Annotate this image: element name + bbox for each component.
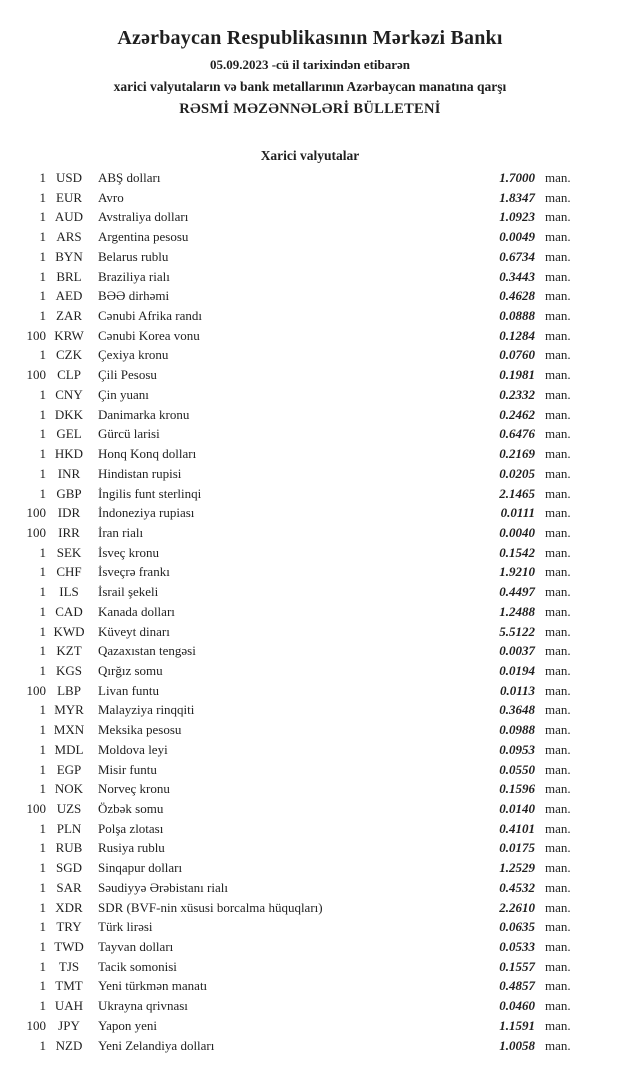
currency-name: Danimarka kronu (98, 406, 190, 422)
currency-rate: 2.1465 (499, 485, 535, 501)
currency-code: RUB (55, 840, 83, 856)
currency-code: CLP (57, 367, 81, 383)
currency-rate: 0.0205 (499, 465, 535, 481)
currency-unit: man. (545, 820, 571, 836)
currency-code: UZS (56, 801, 82, 816)
currency-unit: man. (545, 939, 571, 955)
rate-row (0, 543, 620, 563)
currency-unit: man. (545, 446, 571, 462)
currency-quantity: 1 (39, 998, 46, 1014)
currency-code: JPY (58, 1017, 80, 1033)
currency-quantity: 100 (26, 524, 46, 540)
currency-unit: man. (545, 761, 571, 777)
rate-row (0, 345, 620, 365)
currency-code: TRY (56, 919, 82, 935)
rate-row (0, 937, 620, 957)
currency-code: NOK (54, 781, 84, 797)
currency-rate: 1.2488 (499, 603, 535, 619)
currency-rate: 1.7000 (499, 170, 535, 185)
currency-quantity: 100 (26, 682, 46, 698)
currency-code: GBP (56, 485, 82, 501)
currency-rate: 1.0923 (499, 209, 535, 225)
currency-unit: man. (545, 958, 571, 974)
currency-rate: 0.6476 (499, 426, 535, 442)
rate-row (0, 602, 620, 622)
currency-quantity: 100 (26, 505, 46, 521)
currency-name: Tacik somonisi (98, 958, 177, 974)
currency-name: Yeni Zelandiya dolları (98, 1037, 215, 1053)
currency-rate: 0.3648 (499, 702, 535, 718)
currency-rate: 0.0113 (499, 682, 535, 698)
currency-code: KZT (56, 643, 82, 659)
currency-quantity: 1 (39, 465, 46, 481)
currency-name: Argentina pesosu (98, 229, 189, 245)
currency-unit: man. (545, 268, 571, 284)
currency-quantity: 1 (39, 229, 46, 245)
rate-row (0, 799, 620, 819)
currency-name: İndoneziya rupiası (98, 505, 195, 521)
rate-row (0, 858, 620, 878)
currency-code: KRW (54, 327, 84, 343)
currency-rate: 0.1596 (499, 781, 535, 797)
currency-unit: man. (545, 643, 571, 659)
currency-code: BRL (56, 268, 82, 284)
currency-rate: 0.1542 (499, 544, 535, 560)
currency-name: İngilis funt sterlinqi (98, 485, 202, 501)
currency-quantity: 1 (39, 820, 46, 836)
currency-name: İsveçrə frankı (98, 564, 170, 580)
currency-unit: man. (545, 623, 571, 639)
currency-quantity: 1 (39, 209, 46, 225)
currency-rate: 0.4101 (499, 820, 535, 836)
rate-row (0, 523, 620, 543)
currency-code: UAH (54, 998, 84, 1014)
currency-unit: man. (545, 919, 571, 935)
currency-code: CAD (55, 603, 83, 619)
currency-quantity: 1 (39, 426, 46, 442)
currency-name: Moldova leyi (98, 741, 168, 757)
rate-row (0, 1036, 620, 1056)
currency-rate: 0.0194 (499, 662, 535, 678)
currency-quantity: 1 (39, 603, 46, 619)
rate-row (0, 405, 620, 425)
currency-rate: 0.3443 (499, 268, 535, 284)
currency-rate: 0.0953 (499, 741, 535, 757)
currency-unit: man. (545, 603, 571, 619)
currency-quantity: 1 (39, 386, 46, 402)
currency-code: AED (55, 288, 83, 304)
currency-unit: man. (545, 544, 571, 560)
rate-row (0, 484, 620, 504)
bulletin-subtitle: xarici valyutaların və bank metallarının Azərbaycan manatına qarşı (113, 79, 507, 94)
currency-quantity: 1 (39, 662, 46, 678)
currency-quantity: 1 (39, 879, 46, 895)
currency-name: İsrail şekeli (98, 584, 159, 600)
currency-name: Çin yuanı (98, 386, 149, 402)
currency-unit: man. (545, 229, 571, 245)
currency-name: Avstraliya dolları (98, 209, 189, 225)
currency-quantity: 100 (26, 1017, 46, 1033)
currency-code: CHF (56, 564, 82, 580)
currency-unit: man. (545, 840, 571, 856)
currency-unit: man. (545, 426, 571, 442)
bank-name-title: Azərbaycan Respublikasının Mərkəzi Bankı (117, 27, 503, 49)
rate-row (0, 267, 620, 287)
currency-code: TJS (58, 958, 80, 974)
rate-row (0, 700, 620, 720)
currency-code: SEK (56, 544, 82, 560)
currency-unit: man. (545, 347, 571, 363)
currency-quantity: 1 (39, 544, 46, 560)
rate-row (0, 227, 620, 247)
rate-row (0, 917, 620, 937)
currency-rate: 0.0888 (499, 308, 535, 324)
currency-rate: 5.5122 (499, 623, 535, 639)
currency-rate: 0.2169 (499, 446, 535, 462)
currency-name: Honq Konq dolları (98, 446, 197, 462)
currency-rate: 1.9210 (499, 564, 535, 580)
currency-rate: 1.2529 (499, 860, 535, 876)
currency-quantity: 1 (39, 170, 46, 185)
currency-unit: man. (545, 505, 571, 521)
currency-quantity: 1 (39, 189, 46, 205)
currency-code: EGP (56, 761, 82, 777)
currency-quantity: 1 (39, 1037, 46, 1053)
currency-rate: 0.0040 (499, 524, 535, 540)
currency-quantity: 1 (39, 781, 46, 797)
rate-row (0, 503, 620, 523)
rate-row (0, 168, 620, 188)
currency-name: Qırğız somu (98, 662, 163, 678)
currency-code: NZD (55, 1037, 83, 1053)
currency-unit: man. (545, 327, 571, 343)
currency-unit: man. (545, 998, 571, 1014)
currency-code: MXN (53, 722, 85, 738)
currency-unit: man. (545, 209, 571, 225)
currency-rate: 0.0460 (499, 998, 535, 1014)
currency-unit: man. (545, 741, 571, 757)
currency-rates-table (0, 168, 620, 1055)
currency-rate: 0.0550 (499, 761, 535, 777)
currency-quantity: 1 (39, 702, 46, 718)
rate-row (0, 838, 620, 858)
currency-name: Cənubi Afrika randı (98, 308, 202, 324)
rate-row (0, 326, 620, 346)
currency-unit: man. (545, 248, 571, 264)
rate-row (0, 957, 620, 977)
bulletin-title: RƏSMİ MƏZƏNNƏLƏRİ BÜLLETENİ (179, 101, 441, 117)
currency-quantity: 100 (26, 327, 46, 343)
currency-name: Malayziya rinqqiti (98, 702, 195, 718)
currency-code: EUR (56, 189, 82, 205)
currency-name: Yeni türkmən manatı (98, 978, 208, 994)
currency-name: Braziliya rialı (98, 268, 170, 284)
bulletin-header (0, 0, 620, 118)
currency-unit: man. (545, 564, 571, 580)
currency-quantity: 1 (39, 347, 46, 363)
currency-name: Rusiya rublu (98, 840, 165, 856)
currency-name: Özbək somu (98, 801, 164, 816)
currency-name: Kanada dolları (98, 603, 175, 619)
currency-rate: 0.6734 (499, 248, 535, 264)
currency-code: HKD (54, 446, 84, 462)
currency-code: DKK (54, 406, 84, 422)
currency-unit: man. (545, 288, 571, 304)
currency-quantity: 1 (39, 939, 46, 955)
rate-row (0, 641, 620, 661)
currency-quantity: 1 (39, 288, 46, 304)
rate-row (0, 878, 620, 898)
currency-rate: 0.0533 (499, 939, 535, 955)
currency-unit: man. (545, 189, 571, 205)
currency-unit: man. (545, 524, 571, 540)
rate-row (0, 562, 620, 582)
currency-unit: man. (545, 465, 571, 481)
rate-row (0, 424, 620, 444)
currency-quantity: 1 (39, 860, 46, 876)
currency-code: PLN (56, 820, 82, 836)
currency-quantity: 100 (26, 367, 46, 383)
currency-quantity: 1 (39, 584, 46, 600)
currency-code: KWD (53, 623, 85, 639)
currency-unit: man. (545, 722, 571, 738)
currency-code: ILS (59, 584, 79, 600)
currency-code: TWD (54, 939, 84, 955)
currency-quantity: 1 (39, 485, 46, 501)
currency-code: BYN (55, 248, 83, 264)
rate-row (0, 779, 620, 799)
currency-rate: 0.1557 (499, 958, 535, 974)
currency-rate: 0.0037 (499, 643, 535, 659)
rate-row (0, 740, 620, 760)
rate-row (0, 976, 620, 996)
currency-code: INR (57, 465, 81, 481)
currency-rate: 0.4628 (499, 288, 535, 304)
currency-code: ZAR (56, 308, 82, 324)
currency-quantity: 1 (39, 722, 46, 738)
currency-rate: 1.1591 (499, 1017, 535, 1033)
currency-code: SAR (56, 879, 82, 895)
currency-rate: 0.2462 (499, 406, 535, 422)
currency-unit: man. (545, 781, 571, 797)
currency-name: Sinqapur dolları (98, 860, 183, 876)
currency-quantity: 1 (39, 268, 46, 284)
currency-name: Misir funtu (98, 761, 157, 777)
currency-code: SGD (55, 860, 82, 876)
currency-unit: man. (545, 801, 571, 816)
rate-row (0, 188, 620, 208)
rate-row (0, 819, 620, 839)
currency-rate: 0.4497 (499, 584, 535, 600)
currency-name: Cənubi Korea vonu (98, 327, 200, 343)
rate-row (0, 898, 620, 918)
rate-row (0, 464, 620, 484)
currency-unit: man. (545, 485, 571, 501)
currency-name: BƏƏ dirhəmi (98, 288, 170, 304)
effective-date-line: 05.09.2023 -cü il tarixindən etibarən (209, 57, 411, 72)
currency-quantity: 1 (39, 446, 46, 462)
currency-quantity: 1 (39, 308, 46, 324)
currency-name: Avro (98, 189, 124, 205)
currency-unit: man. (545, 682, 571, 698)
rate-row (0, 207, 620, 227)
currency-unit: man. (545, 308, 571, 324)
currency-code: CNY (55, 386, 83, 402)
currency-unit: man. (545, 860, 571, 876)
rate-row (0, 622, 620, 642)
currency-unit: man. (545, 702, 571, 718)
currency-code: LBP (57, 682, 81, 698)
currency-name: SDR (BVF-nin xüsusi borcalma hüquqları) (98, 899, 323, 915)
currency-name: İsveç kronu (98, 544, 160, 560)
currency-unit: man. (545, 1037, 571, 1053)
currency-quantity: 1 (39, 741, 46, 757)
currency-quantity: 1 (39, 978, 46, 994)
currency-unit: man. (545, 662, 571, 678)
rate-row (0, 385, 620, 405)
currency-rate: 0.1284 (499, 327, 535, 343)
currency-quantity: 1 (39, 840, 46, 856)
currency-rate: 0.4857 (499, 978, 535, 994)
currency-name: Küveyt dinarı (98, 623, 170, 639)
currency-name: Çexiya kronu (98, 347, 169, 363)
currency-name: Hindistan rupisi (98, 465, 182, 481)
rate-row (0, 1016, 620, 1036)
currency-rate: 2.2610 (499, 899, 535, 915)
rate-row (0, 365, 620, 385)
currency-rate: 0.0049 (499, 229, 535, 245)
currency-code: USD (55, 170, 82, 185)
currency-name: Belarus rublu (98, 248, 169, 264)
currency-name: Türk lirəsi (98, 919, 153, 935)
currency-unit: man. (545, 1017, 571, 1033)
currency-unit: man. (545, 406, 571, 422)
currency-name: Meksika pesosu (98, 722, 182, 738)
currency-unit: man. (545, 367, 571, 383)
currency-name: Çili Pesosu (98, 367, 157, 383)
currency-quantity: 1 (39, 623, 46, 639)
currency-unit: man. (545, 879, 571, 895)
currency-unit: man. (545, 899, 571, 915)
currency-rate: 0.0760 (499, 347, 535, 363)
currency-code: MDL (54, 741, 84, 757)
currency-quantity: 1 (39, 899, 46, 915)
currency-rate: 0.0175 (499, 840, 535, 856)
currency-code: XDR (55, 899, 83, 915)
currency-name: Səudiyyə Ərəbistanı rialı (98, 879, 228, 895)
currency-code: TMT (55, 978, 83, 994)
currency-rate: 0.0635 (499, 919, 535, 935)
currency-name: İran rialı (98, 524, 144, 540)
currency-name: ABŞ dolları (98, 170, 161, 185)
rate-row (0, 444, 620, 464)
currency-unit: man. (545, 170, 571, 185)
currency-rate: 0.1981 (499, 367, 535, 383)
currency-unit: man. (545, 978, 571, 994)
currency-code: MYR (54, 702, 84, 718)
currency-quantity: 1 (39, 406, 46, 422)
currency-code: GEL (56, 426, 82, 442)
currency-rate: 1.8347 (499, 189, 535, 205)
currency-code: IDR (57, 505, 81, 521)
currency-name: Livan funtu (98, 682, 160, 698)
currency-rate: 0.0111 (500, 505, 535, 521)
currency-rate: 0.0988 (499, 722, 535, 738)
currency-unit: man. (545, 584, 571, 600)
section-title-foreign-currencies: Xarici valyutalar (260, 148, 360, 163)
currency-rate: 0.0140 (499, 801, 535, 816)
currency-code: IRR (58, 524, 80, 540)
currency-name: Polşa zlotası (98, 820, 164, 836)
currency-name: Qazaxıstan tengəsi (98, 643, 196, 659)
currency-code: CZK (56, 347, 82, 363)
currency-unit: man. (545, 386, 571, 402)
currency-quantity: 1 (39, 761, 46, 777)
currency-quantity: 1 (39, 958, 46, 974)
rate-row (0, 582, 620, 602)
rate-row (0, 760, 620, 780)
currency-quantity: 1 (39, 564, 46, 580)
currency-quantity: 1 (39, 919, 46, 935)
currency-code: ARS (56, 229, 82, 245)
currency-name: Tayvan dolları (98, 939, 174, 955)
rate-row (0, 681, 620, 701)
rate-row (0, 286, 620, 306)
currency-name: Norveç kronu (98, 781, 170, 797)
currency-code: KGS (55, 662, 82, 678)
rate-row (0, 306, 620, 326)
currency-name: Gürcü larisi (98, 426, 160, 442)
currency-quantity: 100 (26, 801, 46, 816)
currency-quantity: 1 (39, 643, 46, 659)
rate-row (0, 720, 620, 740)
currency-name: Ukrayna qrivnası (98, 998, 188, 1014)
currency-rate: 0.4532 (499, 879, 535, 895)
rate-row (0, 661, 620, 681)
currency-rate: 1.0058 (499, 1037, 535, 1053)
currency-rate: 0.2332 (499, 386, 535, 402)
currency-name: Yapon yeni (98, 1017, 157, 1033)
rate-row (0, 247, 620, 267)
currency-quantity: 1 (39, 248, 46, 264)
rate-row (0, 996, 620, 1016)
currency-code: AUD (54, 209, 84, 225)
